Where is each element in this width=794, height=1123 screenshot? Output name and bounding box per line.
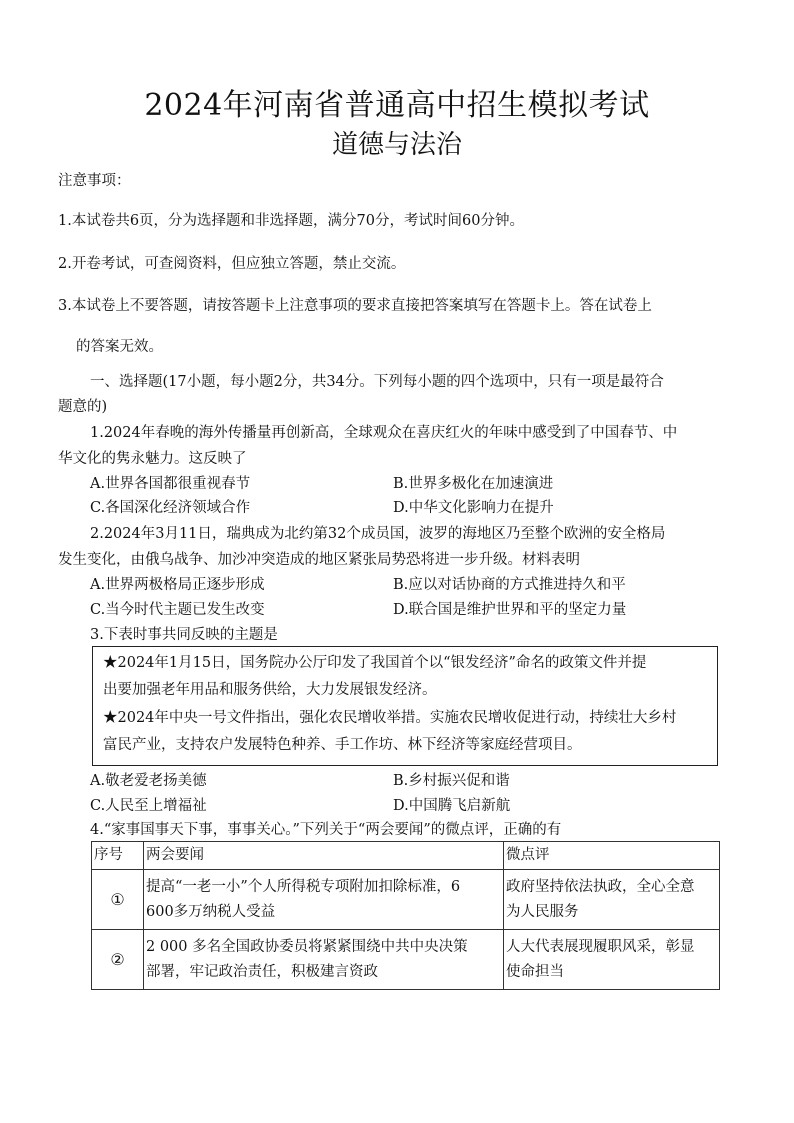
q4-stem: 4.“家事国事天下事，事事关心。”下列关于“两会要闻”的微点评，正确的有	[90, 822, 562, 838]
q1-option-b: B.世界多极化在加速演进	[393, 476, 554, 492]
section-heading-cont: 题意的)	[58, 399, 108, 415]
notice-item-2: 2.开卷考试，可查阅资料，但应独立答题，禁止交流。	[58, 256, 406, 272]
section-heading: 一、选择题(17小题，每小题2分，共34分。下列每小题的四个选项中，只有一项是最符合	[90, 374, 664, 390]
exam-subject: 道德与法治	[331, 130, 462, 160]
q3-option-a: A.敬老爱老扬美德	[90, 773, 207, 789]
q1-option-c: C.各国深化经济领域合作	[90, 500, 251, 516]
q3-option-d: D.中国腾飞启新航	[393, 798, 511, 814]
row-comment: 人大代表展现履职风采，彰显 使命担当	[504, 930, 720, 990]
table-header-news: 两会要闻	[144, 842, 504, 870]
q3-option-b: B.乡村振兴促和谐	[393, 773, 510, 789]
row-num: ①	[92, 870, 144, 930]
q3-material-line-1: ★2024年1月15日，国务院办公厅印发了我国首个以“银发经济”命名的政策文件并提	[103, 655, 647, 671]
table-row	[92, 930, 720, 990]
table-row	[92, 870, 720, 930]
row-comment: 政府坚持依法执政，全心全意 为人民服务	[504, 870, 720, 930]
q3-option-c: C.人民至上增福祉	[90, 798, 207, 814]
row-num: ②	[92, 930, 144, 990]
table-header-row	[92, 842, 720, 870]
table-header-comment: 微点评	[504, 842, 720, 870]
row-news: 提高“一老一小”个人所得税专项附加扣除标准，6 600多万纳税人受益	[144, 870, 504, 930]
table-header-num: 序号	[92, 842, 144, 870]
q2-option-a: A.世界两极格局正逐步形成	[90, 577, 265, 593]
q1-stem-cont: 华文化的隽永魅力。这反映了	[58, 451, 247, 467]
q2-option-c: C.当今时代主题已发生改变	[90, 602, 265, 618]
q1-option-a: A.世界各国都很重视春节	[90, 476, 251, 492]
q2-option-d: D.联合国是维护世界和平的坚定力量	[393, 602, 627, 618]
notice-item-3: 3.本试卷上不要答题，请按答题卡上注意事项的要求直接把答案填写在答题卡上。答在试卷上	[58, 298, 652, 314]
q4-news-table	[91, 841, 720, 990]
row-news: 2 000 多名全国政协委员将紧紧围绕中共中央决策 部署，牢记政治责任，积极建言资政	[144, 930, 504, 990]
q3-material-line-3: ★2024年中央一号文件指出，强化农民增收举措。实施农民增收促进行动，持续壮大乡村	[103, 710, 677, 726]
exam-title: 2024年河南省普通高中招生模拟考试	[144, 88, 650, 123]
q3-stem: 3.下表时事共同反映的主题是	[90, 627, 278, 643]
q3-material-line-4: 富民产业，支持农户发展特色种养、手工作坊、林下经济等家庭经营项目。	[103, 737, 582, 753]
notice-heading: 注意事项：	[58, 173, 131, 189]
q2-stem: 2.2024年3月11日，瑞典成为北约第32个成员国，波罗的海地区乃至整个欧洲的安全格局	[90, 526, 666, 542]
notice-item-3-cont: 的答案无效。	[76, 339, 163, 355]
notice-item-1: 1.本试卷共6页，分为选择题和非选择题，满分70分，考试时间60分钟。	[58, 213, 524, 229]
q2-option-b: B.应以对话协商的方式推进持久和平	[393, 577, 626, 593]
q1-option-d: D.中华文化影响力在提升	[393, 500, 554, 516]
q3-material-box	[92, 646, 718, 766]
q3-material-line-2: 出要加强老年用品和服务供给，大力发展银发经济。	[103, 682, 437, 698]
q1-stem: 1.2024年春晚的海外传播量再创新高，全球观众在喜庆红火的年味中感受到了中国春节、中	[90, 425, 678, 441]
q2-stem-cont: 发生变化，由俄乌战争、加沙冲突造成的地区紧张局势恐将进一步升级。材料表明	[58, 552, 580, 568]
